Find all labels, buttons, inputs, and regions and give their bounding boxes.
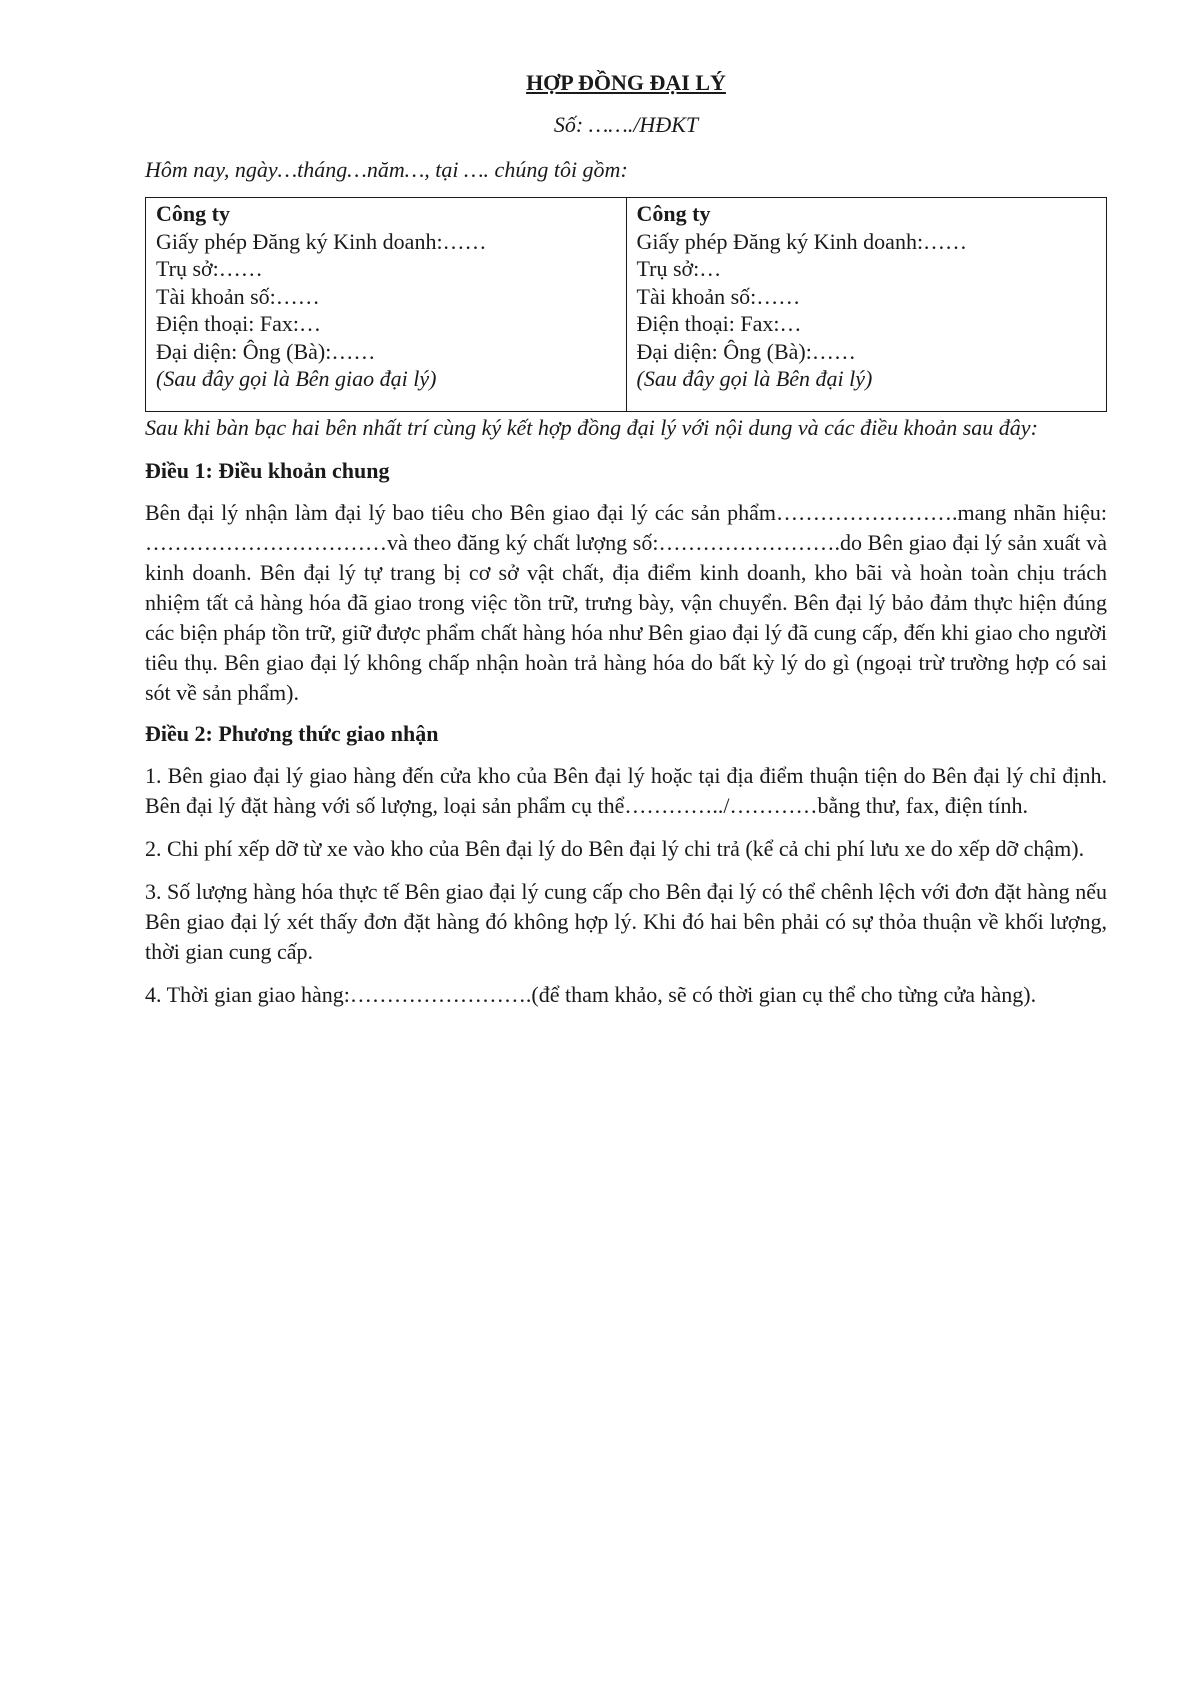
party-agent-phone: Điện thoại: Fax:… <box>636 311 802 337</box>
party-agent-account: Tài khoản số:…… <box>636 283 801 309</box>
agreement-statement: Sau khi bàn bạc hai bên nhất trí cùng ký kết hợp đồng đại lý với nội dung và các điều khoản sau đây: <box>145 414 1038 440</box>
article-2-item-1: 1. Bên giao đại lý giao hàng đến cửa kho của Bên đại lý hoặc tại địa điểm thuận tiện do Bên đại lý chỉ định. Bên đại lý đặt hàng với số lượng, loại sản phẩm cụ thể…………../…………bằng thư, fax, điện tính. <box>145 763 1107 819</box>
contract-number: Số: ……./HĐKT <box>553 112 699 138</box>
party-agent-office: Trụ sở:… <box>636 256 722 282</box>
parties-row <box>146 198 1107 412</box>
article-2-item-3: 3. Số lượng hàng hóa thực tế Bên giao đại lý cung cấp cho Bên đại lý có thể chênh lệch với đơn đặt hàng nếu Bên giao đại lý xét thấy đơn đặt hàng đó không hợp lý. Khi đó hai bên phải có sự thỏa thuận về khối lượng, thời gian cung cấp. <box>145 879 1107 965</box>
article-1-heading: Điều 1: Điều khoản chung <box>145 457 390 483</box>
party-giver-name: Công ty <box>156 201 230 227</box>
party-giver-license: Giấy phép Đăng ký Kinh doanh:…… <box>156 228 487 254</box>
party-agent-name: Công ty <box>636 201 711 227</box>
parties-table <box>145 197 1107 412</box>
contract-title: HỢP ĐỒNG ĐẠI LÝ <box>526 70 726 95</box>
article-1-paragraph: Bên đại lý nhận làm đại lý bao tiêu cho Bên giao đại lý các sản phẩm…………………….mang nhãn hiệu: ……………………………và theo đăng ký chất lượng số:…………………….do Bên giao đại lý sản xuất và kinh doanh. Bên đại lý tự trang bị cơ sở vật chất, địa điểm kinh doanh, kho bãi và hoàn toàn chịu trách nhiệm tất cả hàng hóa đã giao trong việc tồn trữ, trưng bày, vận chuyển. Bên đại lý bảo đảm thực hiện đúng các biện pháp tồn trữ, giữ được phẩm chất hàng hóa như Bên giao đại lý đã cung cấp, đến khi giao cho người tiêu thụ. Bên giao đại lý không chấp nhận hoàn trả hàng hóa do bất kỳ lý do gì (ngoại trừ trường hợp có sai sót về sản phẩm). <box>145 500 1107 706</box>
article-2-item-4: 4. Thời gian giao hàng:…………………….(để tham khảo, sẽ có thời gian cụ thể cho từng cửa hàng). <box>145 982 1037 1008</box>
party-giver-account: Tài khoản số:…… <box>156 283 320 309</box>
article-2-heading: Điều 2: Phương thức giao nhận <box>145 721 439 747</box>
party-giver-phone: Điện thoại: Fax:… <box>156 311 321 337</box>
article-2-item-2: 2. Chi phí xếp dỡ từ xe vào kho của Bên đại lý do Bên đại lý chi trả (kể cả chi phí lưu xe do xếp dỡ chậm). <box>145 836 1085 862</box>
contract-intro: Hôm nay, ngày…tháng…năm…, tại …. chúng tôi gồm: <box>145 156 628 182</box>
party-giver-office: Trụ sở:…… <box>156 256 263 282</box>
party-giver-cell <box>146 198 627 412</box>
party-giver-note: (Sau đây gọi là Bên giao đại lý) <box>156 366 437 392</box>
party-giver-representative: Đại diện: Ông (Bà):…… <box>156 338 376 364</box>
party-agent-license: Giấy phép Đăng ký Kinh doanh:…… <box>636 228 968 254</box>
party-agent-note: (Sau đây gọi là Bên đại lý) <box>636 366 873 392</box>
document-content <box>145 70 1107 1023</box>
party-agent-cell <box>626 198 1107 412</box>
party-agent-representative: Đại diện: Ông (Bà):…… <box>636 338 856 364</box>
